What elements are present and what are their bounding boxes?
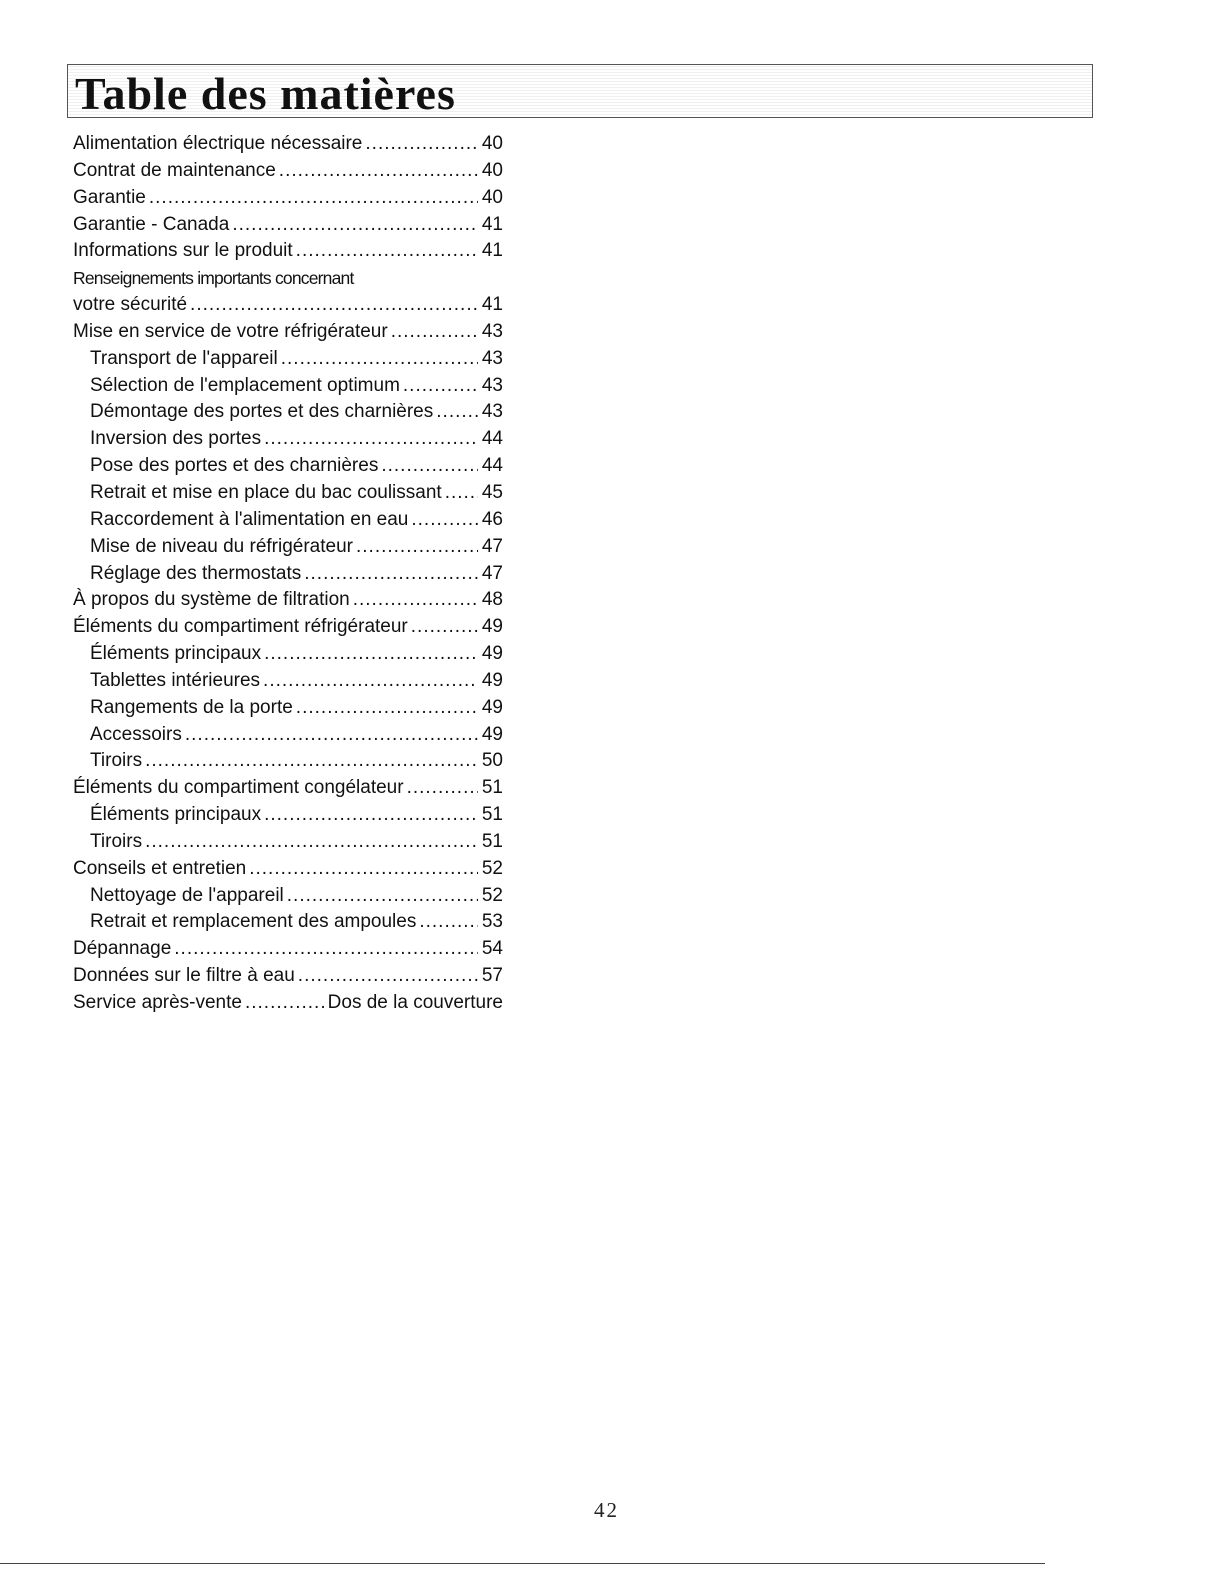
table-of-contents: [73, 131, 503, 1017]
toc-entry-text: Retrait et remplacement des ampoules: [90, 911, 417, 933]
dot-leader: [304, 561, 478, 588]
toc-entry-page: 43: [481, 347, 503, 369]
toc-entry-page: 49: [481, 643, 503, 665]
toc-entry-page: 41: [481, 294, 503, 316]
toc-entry-page: 51: [481, 804, 503, 826]
toc-entry: [73, 990, 503, 1017]
dot-leader: [264, 426, 478, 453]
dot-leader: [174, 936, 478, 963]
toc-entry-text: Accessoirs: [90, 723, 182, 745]
page-title: Table des matières: [75, 68, 456, 118]
dot-leader: [232, 212, 478, 239]
toc-entry: [73, 131, 503, 158]
toc-entry-text: Nettoyage de l'appareil: [90, 884, 284, 906]
toc-entry: [73, 668, 503, 695]
toc-entry-page: 53: [481, 911, 503, 933]
toc-entry-page: 49: [481, 723, 503, 745]
toc-entry-page: 57: [481, 965, 503, 987]
toc-entry-text: Alimentation électrique nécessaire: [73, 133, 363, 154]
toc-entry-page: 51: [481, 830, 503, 852]
page-number: 42: [594, 1498, 619, 1522]
toc-entry-text: votre sécurité: [73, 294, 188, 316]
toc-entry: [73, 883, 503, 910]
toc-entry-page: 51: [481, 777, 503, 799]
dot-leader: [381, 453, 478, 480]
title-banner: [67, 64, 1093, 118]
toc-entry: [73, 453, 503, 480]
toc-entry: [73, 856, 503, 883]
toc-entry-page: 44: [481, 455, 503, 477]
toc-entry-page: 49: [481, 669, 503, 691]
toc-entry: [73, 641, 503, 668]
dot-leader: [263, 668, 478, 695]
toc-entry-text: Éléments du compartiment réfrigérateur: [73, 616, 408, 638]
toc-entry: [73, 185, 503, 212]
toc-entry: [73, 319, 503, 346]
toc-entry-text: Retrait et mise en place du bac coulissant: [90, 481, 442, 503]
toc-entry: [73, 212, 503, 239]
dot-leader: [298, 963, 478, 990]
toc-entry: [73, 802, 503, 829]
dot-leader: [411, 614, 478, 641]
bottom-rule: [0, 1563, 1045, 1564]
toc-entry: [73, 265, 503, 292]
toc-entry-page: 43: [481, 374, 503, 396]
toc-entry-text: Tablettes intérieures: [90, 669, 261, 691]
dot-leader: [249, 856, 478, 883]
dot-leader: [356, 534, 478, 561]
toc-entry: [73, 480, 503, 507]
toc-entry-text: Réglage des thermostats: [90, 562, 302, 584]
toc-entry-page: 47: [481, 562, 503, 584]
toc-entry: [73, 346, 503, 373]
toc-entry-page: 46: [481, 508, 503, 530]
toc-entry-text: Éléments principaux: [90, 804, 262, 826]
toc-entry-page: 52: [481, 857, 503, 879]
toc-entry: [73, 936, 503, 963]
toc-entry: [73, 695, 503, 722]
dot-leader: [149, 185, 478, 212]
dot-leader: [365, 131, 478, 158]
dot-leader: [353, 587, 478, 614]
toc-entry-page: Dos de la couverture: [327, 992, 503, 1013]
toc-entry-text: À propos du système de filtration: [73, 589, 350, 611]
toc-entry: [73, 909, 503, 936]
toc-entry-text: Démontage des portes et des charnières: [90, 401, 434, 423]
toc-entry: [73, 426, 503, 453]
dot-leader: [245, 990, 325, 1017]
toc-entry-page: 40: [481, 133, 503, 154]
toc-entry-page: 54: [481, 938, 503, 960]
dot-leader: [436, 399, 478, 426]
toc-entry-text: Service après-vente: [73, 992, 242, 1013]
toc-entry-text: Contrat de maintenance: [73, 159, 276, 181]
toc-entry-page: 45: [481, 481, 503, 503]
toc-entry-text: Mise en service de votre réfrigérateur: [73, 320, 388, 342]
toc-entry-page: 41: [481, 213, 503, 235]
toc-entry-page: 48: [481, 589, 503, 611]
toc-entry-text: Éléments du compartiment congélateur: [73, 777, 404, 799]
toc-entry-page: 40: [481, 186, 503, 208]
toc-entry-page: 52: [481, 884, 503, 906]
dot-leader: [287, 883, 478, 910]
toc-entry-text: Inversion des portes: [90, 428, 262, 450]
toc-entry: [73, 829, 503, 856]
dot-leader: [145, 748, 478, 775]
toc-entry: [73, 614, 503, 641]
dot-leader: [411, 507, 478, 534]
toc-entry: [73, 561, 503, 588]
toc-entry-page: 40: [481, 159, 503, 181]
toc-entry: [73, 399, 503, 426]
toc-entry-page: 49: [481, 696, 503, 718]
dot-leader: [264, 802, 478, 829]
toc-entry-text: Transport de l'appareil: [90, 347, 278, 369]
toc-entry-text: Rangements de la porte: [90, 696, 293, 718]
dot-leader: [279, 158, 478, 185]
dot-leader: [391, 319, 478, 346]
toc-entry-page: 47: [481, 535, 503, 557]
toc-entry: [73, 373, 503, 400]
dot-leader: [185, 722, 478, 749]
toc-entry: [73, 238, 503, 265]
toc-entry: [73, 587, 503, 614]
dot-leader: [296, 238, 478, 265]
toc-entry: [73, 775, 503, 802]
toc-entry-page: 49: [481, 616, 503, 638]
dot-leader: [407, 775, 478, 802]
toc-entry-page: 41: [481, 240, 503, 262]
toc-entry-text: Garantie: [73, 186, 146, 208]
toc-entry: [73, 748, 503, 775]
toc-entry-page: 43: [481, 320, 503, 342]
toc-entry-text: Raccordement à l'alimentation en eau: [90, 508, 409, 530]
dot-leader: [264, 641, 478, 668]
toc-entry: [73, 292, 503, 319]
toc-entry-text: Données sur le filtre à eau: [73, 965, 295, 987]
toc-entry-text: Éléments principaux: [90, 643, 262, 665]
toc-entry-page: 44: [481, 428, 503, 450]
toc-entry: [73, 158, 503, 185]
toc-entry-text: Renseignements importants concernant: [73, 268, 354, 289]
toc-entry-text: Tiroirs: [90, 750, 143, 772]
dot-leader: [190, 292, 478, 319]
toc-entry: [73, 534, 503, 561]
toc-entry-text: Sélection de l'emplacement optimum: [90, 374, 400, 396]
toc-entry-page: 50: [481, 750, 503, 772]
dot-leader: [296, 695, 478, 722]
toc-entry: [73, 722, 503, 749]
dot-leader: [419, 909, 478, 936]
toc-entry: [73, 963, 503, 990]
toc-entry-text: Tiroirs: [90, 830, 143, 852]
dot-leader: [403, 373, 478, 400]
toc-entry-text: Conseils et entretien: [73, 857, 247, 879]
dot-leader: [281, 346, 478, 373]
toc-entry: [73, 507, 503, 534]
dot-leader: [445, 480, 478, 507]
toc-entry-text: Mise de niveau du réfrigérateur: [90, 535, 353, 557]
toc-entry-text: Garantie - Canada: [73, 213, 230, 235]
toc-entry-text: Dépannage: [73, 938, 172, 960]
dot-leader: [145, 829, 478, 856]
toc-entry-text: Pose des portes et des charnières: [90, 455, 379, 477]
toc-entry-page: 43: [481, 401, 503, 423]
toc-entry-text: Informations sur le produit: [73, 240, 293, 262]
